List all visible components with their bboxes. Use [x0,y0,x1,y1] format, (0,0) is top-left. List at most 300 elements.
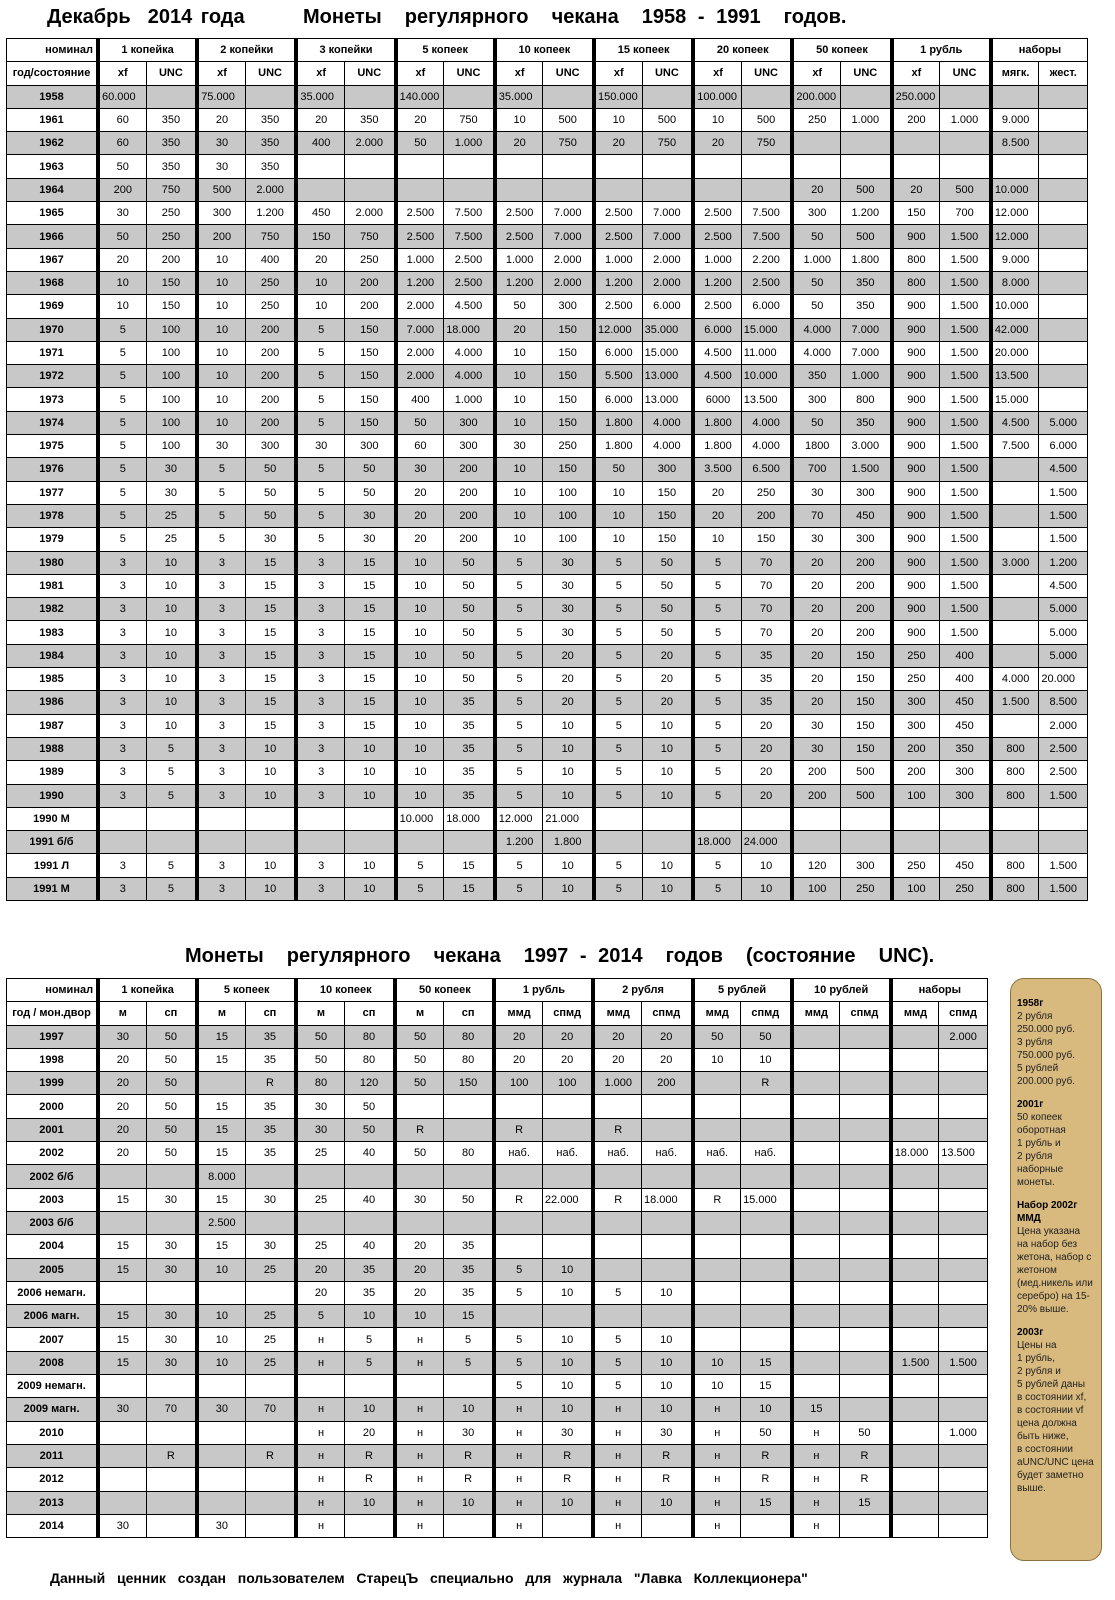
price-cell [691,178,741,201]
price-cell: 75.000 [195,85,245,108]
price-cell: 750 [344,224,394,247]
price-cell: 10 [195,1304,245,1327]
price-cell: 35.000 [642,318,692,341]
price-cell: 700 [939,201,989,224]
price-cell: 10 [146,714,196,737]
price-cell: 25 [245,1351,295,1374]
price-cell: н [294,1421,344,1444]
note-heading: 1958г [1017,998,1044,1009]
row-year: 1988 [6,737,96,760]
price-cell: 3.500 [691,457,741,480]
price-cell [591,1234,641,1257]
price-cell [96,1421,146,1444]
price-cell: 15 [195,1118,245,1141]
price-cell [840,807,890,830]
price-cell: 1.500 [938,1351,988,1374]
row-year: 1986 [6,690,96,713]
condition-header: xf [790,61,840,84]
condition-header: xf [691,61,741,84]
price-cell [790,1327,840,1350]
price-cell: 1.500 [1038,481,1088,504]
price-cell: 15 [839,1491,889,1514]
price-cell: 30 [393,1188,443,1211]
price-cell: 300 [542,294,592,317]
price-cell [989,574,1039,597]
denomination-header: 50 копеек [393,978,492,1001]
price-cell [592,830,642,853]
price-cell: 5 [493,714,543,737]
condition-header: xf [394,61,444,84]
price-cell: 5.000 [1038,597,1088,620]
price-cell: R [344,1467,394,1490]
price-cell: 10 [691,108,741,131]
price-cell: 1.800 [592,411,642,434]
price-cell [939,807,989,830]
corner-label-year: год/состояние [6,61,96,84]
price-cell [989,714,1039,737]
table-row [6,807,1088,830]
price-cell: 30 [790,527,840,550]
table-row [6,387,1088,410]
price-cell: 250 [542,434,592,457]
price-cell: R [542,1444,592,1467]
price-cell: 20 [96,248,146,271]
price-cell: 10 [344,853,394,876]
price-cell: 10 [146,690,196,713]
table-row [6,364,1088,387]
price-cell [889,1467,939,1490]
price-cell [790,1164,840,1187]
price-cell [840,85,890,108]
price-cell: 10 [592,504,642,527]
price-cell: 1.200 [245,201,295,224]
price-cell: 1.500 [939,224,989,247]
price-cell: 1.000 [691,248,741,271]
price-cell: 250 [146,224,196,247]
price-cell: 10 [96,271,146,294]
price-cell: 150 [542,457,592,480]
price-cell: 10 [146,620,196,643]
price-cell [889,1304,939,1327]
price-cell: 4.000 [741,411,791,434]
price-cell: 3 [294,597,344,620]
price-cell: 8.000 [195,1164,245,1187]
price-cell: 10 [691,1048,741,1071]
denomination-header: 50 копеек [790,38,889,61]
row-year: 1966 [6,224,96,247]
price-cell: 50 [146,1141,196,1164]
price-cell: 900 [890,597,940,620]
price-cell: 6000 [691,387,741,410]
price-cell [839,1141,889,1164]
price-cell: 15 [790,1397,840,1420]
price-cell: 900 [890,411,940,434]
price-cell [146,1421,196,1444]
price-cell [840,131,890,154]
price-cell: 70 [741,620,791,643]
price-cell: 30 [542,1421,592,1444]
price-cell: н [294,1327,344,1350]
price-cell: 10 [146,644,196,667]
price-cell [591,1211,641,1234]
price-cell: 2.000 [344,131,394,154]
row-year: 1973 [6,387,96,410]
price-cell [1038,85,1088,108]
denomination-header: наборы [989,38,1088,61]
row-year: 2012 [6,1467,96,1490]
price-cell: 10 [741,877,791,901]
price-cell: 5 [294,411,344,434]
price-cell [443,85,493,108]
price-cell: 30 [542,551,592,574]
price-cell: 80 [443,1048,493,1071]
price-cell [790,1071,840,1094]
price-cell: 200 [443,457,493,480]
table-row [6,1071,988,1094]
price-cell: 5 [691,574,741,597]
price-cell: 25 [294,1234,344,1257]
price-cell: 1.500 [939,574,989,597]
price-cell: 300 [195,201,245,224]
price-cell: 300 [790,387,840,410]
price-cell: 10 [642,784,692,807]
price-cell: 50 [839,1421,889,1444]
price-cell [839,1281,889,1304]
price-cell: 3 [96,714,146,737]
price-cell: наб. [641,1141,691,1164]
price-cell: 20 [542,690,592,713]
price-cell: 10 [443,1397,493,1420]
price-cell: н [591,1444,641,1467]
price-cell [542,1164,592,1187]
price-cell [691,1234,741,1257]
price-cell: 50 [394,131,444,154]
price-cell: 900 [890,364,940,387]
price-cell [394,830,444,853]
price-cell: 15 [195,1025,245,1048]
price-cell: 450 [294,201,344,224]
price-cell: 200 [890,108,940,131]
price-cell [245,1514,295,1538]
price-cell [591,1258,641,1281]
price-cell: 400 [394,387,444,410]
price-cell: н [790,1444,840,1467]
footer-credit: Данный ценник создан пользователем СтарецЪ специально для журнала "Лавка Коллекционера" [50,1570,808,1586]
price-cell [740,1281,790,1304]
price-cell [641,1211,691,1234]
price-cell: 13.500 [989,364,1039,387]
price-cell: 20 [542,667,592,690]
price-cell: 1.200 [691,271,741,294]
price-cell: н [790,1421,840,1444]
price-cell: н [393,1467,443,1490]
price-cell: н [294,1491,344,1514]
price-cell: 5 [96,434,146,457]
table-row [6,1397,988,1420]
price-cell: 350 [344,108,394,131]
table-row [6,527,1088,550]
price-cell [691,1327,741,1350]
corner-label-nominal: номинал [6,978,96,1001]
price-cell: 4.500 [1038,574,1088,597]
price-cell: 5 [294,527,344,550]
price-cell: R [839,1444,889,1467]
price-cell [1038,131,1088,154]
price-cell: 50 [493,294,543,317]
price-cell: 3 [96,877,146,901]
price-cell: 5 [493,667,543,690]
price-cell: 35 [443,784,493,807]
price-cell [443,1374,493,1397]
price-cell: 15 [195,1094,245,1117]
price-cell: 5 [493,784,543,807]
price-cell: 5 [493,644,543,667]
price-cell: 10.000 [394,807,444,830]
price-cell: 100 [146,364,196,387]
price-cell: 300 [245,434,295,457]
price-cell: 10 [592,481,642,504]
price-cell: 25 [294,1141,344,1164]
price-cell: 100 [542,1071,592,1094]
price-cell: 18.000 [641,1188,691,1211]
price-cell: 1.000 [443,131,493,154]
price-cell [889,1514,939,1538]
price-cell: 200 [840,574,890,597]
price-cell: 5 [691,667,741,690]
price-cell: 30 [542,620,592,643]
price-cell: 1.800 [840,248,890,271]
price-cell: 3 [294,853,344,876]
price-cell: 10.000 [989,178,1039,201]
price-cell: 10 [195,1351,245,1374]
row-year: 1977 [6,481,96,504]
price-cell: 300 [443,434,493,457]
price-cell: 800 [989,877,1039,901]
price-cell [790,807,840,830]
price-cell: 150 [542,341,592,364]
price-cell: 3 [195,877,245,901]
price-cell [839,1327,889,1350]
price-cell: 1.500 [939,457,989,480]
price-cell [492,1094,542,1117]
price-cell: 3.000 [840,434,890,457]
price-cell [790,1234,840,1257]
price-cell: 1.200 [1038,551,1088,574]
price-cell: 10 [344,1304,394,1327]
price-cell: 10 [642,714,692,737]
price-cell: н [492,1397,542,1420]
price-cell: 40 [344,1141,394,1164]
price-cell: 900 [890,387,940,410]
price-cell: 100 [890,877,940,901]
price-cell: 7.000 [542,201,592,224]
price-cell: 5 [493,737,543,760]
price-cell: 15 [245,597,295,620]
price-cell: 30 [146,1234,196,1257]
row-year: 1985 [6,667,96,690]
price-cell: 450 [939,690,989,713]
price-cell [1038,318,1088,341]
price-cell: 20 [294,108,344,131]
price-cell: R [691,1188,741,1211]
price-cell: 15 [443,853,493,876]
price-cell: 15 [245,620,295,643]
price-cell: 10 [493,504,543,527]
price-cell: 15 [245,667,295,690]
price-cell: 250 [245,271,295,294]
price-cell: 50 [393,1025,443,1048]
condition-header: сп [245,1001,295,1024]
price-cell: н [492,1444,542,1467]
price-cell [889,1397,939,1420]
row-year: 1981 [6,574,96,597]
price-cell [641,1094,691,1117]
condition-header: сп [344,1001,394,1024]
price-cell: 500 [840,224,890,247]
price-cell: 5 [96,364,146,387]
price-cell: 30 [344,504,394,527]
price-cell [890,807,940,830]
price-cell: 750 [245,224,295,247]
price-cell [790,1351,840,1374]
price-cell [839,1025,889,1048]
price-cell: 10 [493,387,543,410]
row-year: 1961 [6,108,96,131]
price-cell: 150.000 [592,85,642,108]
price-cell: 15 [344,574,394,597]
price-cell: 15.000 [740,1188,790,1211]
denomination-header: наборы [889,978,988,1001]
price-cell [294,830,344,853]
price-cell [96,1444,146,1467]
price-cell: 200 [890,737,940,760]
price-cell [146,1467,196,1490]
price-cell [344,85,394,108]
table-row [6,201,1088,224]
price-cell: 150 [344,318,394,341]
condition-header: UNC [146,61,196,84]
price-cell [740,1304,790,1327]
price-cell: 10 [394,620,444,643]
price-cell [938,1514,988,1538]
price-cell: 5 [96,387,146,410]
price-cell: 10 [344,760,394,783]
price-cell: 20 [890,178,940,201]
price-cell: 5 [294,387,344,410]
price-cell: 10 [691,527,741,550]
price-cell: 20 [790,644,840,667]
price-cell: 20 [542,1025,592,1048]
row-year: 1998 [6,1048,96,1071]
price-cell [592,178,642,201]
price-cell: 3 [96,620,146,643]
price-cell: 400 [939,667,989,690]
price-cell [443,154,493,177]
row-year: 2007 [6,1327,96,1350]
price-cell: 900 [890,574,940,597]
price-cell: 6.500 [741,457,791,480]
price-cell: 50 [245,504,295,527]
price-cell: 100 [146,387,196,410]
price-cell: 5 [294,318,344,341]
price-cell [542,154,592,177]
price-cell: 15 [96,1304,146,1327]
price-cell [790,1374,840,1397]
price-cell: 3 [294,644,344,667]
price-cell [839,1351,889,1374]
price-cell [245,807,295,830]
price-cell: 1.500 [840,457,890,480]
price-cell: 5 [592,714,642,737]
price-cell [889,1118,939,1141]
price-cell: 15 [245,551,295,574]
price-cell: 50 [146,1094,196,1117]
price-cell: 35 [443,714,493,737]
price-cell: 5 [146,853,196,876]
price-cell: 15 [344,714,394,737]
price-cell: н [393,1397,443,1420]
price-cell: 750 [443,108,493,131]
price-cell [740,1164,790,1187]
table-row [6,85,1088,108]
price-cell: 20 [642,690,692,713]
price-cell: 3 [96,853,146,876]
price-cell: 10 [195,364,245,387]
price-cell [839,1258,889,1281]
price-cell: 2.200 [741,248,791,271]
price-cell: 3 [294,620,344,643]
price-cell: 50 [393,1048,443,1071]
price-cell: 20 [741,714,791,737]
row-year: 2005 [6,1258,96,1281]
price-cell: 1.000 [790,248,840,271]
price-cell: 50 [393,1071,443,1094]
price-cell: 7.500 [989,434,1039,457]
table-row [6,108,1088,131]
price-cell [195,1467,245,1490]
price-cell [1038,271,1088,294]
price-cell: 24.000 [741,830,791,853]
price-cell: 10 [245,877,295,901]
price-cell: 15 [443,1304,493,1327]
price-cell: 4.000 [642,434,692,457]
price-cell: 50 [443,597,493,620]
price-cell: 30 [96,1025,146,1048]
price-cell: 10 [542,1374,592,1397]
condition-header: UNC [542,61,592,84]
condition-header: xf [890,61,940,84]
price-cell [839,1048,889,1071]
price-cell: 10 [493,481,543,504]
price-cell: 25 [294,1188,344,1211]
price-cell: 35 [245,1025,295,1048]
price-cell [889,1258,939,1281]
price-cell: 200 [344,294,394,317]
table-row [6,830,1088,853]
price-cell: 1.500 [939,318,989,341]
price-cell: 9.000 [989,248,1039,271]
price-cell [691,1304,741,1327]
price-cell: 10 [493,364,543,387]
price-cell [195,1281,245,1304]
price-cell: R [740,1467,790,1490]
denomination-header: 2 рубля [591,978,690,1001]
price-cell [642,154,692,177]
price-cell [245,1467,295,1490]
price-cell [96,1491,146,1514]
price-cell: 20 [195,108,245,131]
price-cell [591,1304,641,1327]
